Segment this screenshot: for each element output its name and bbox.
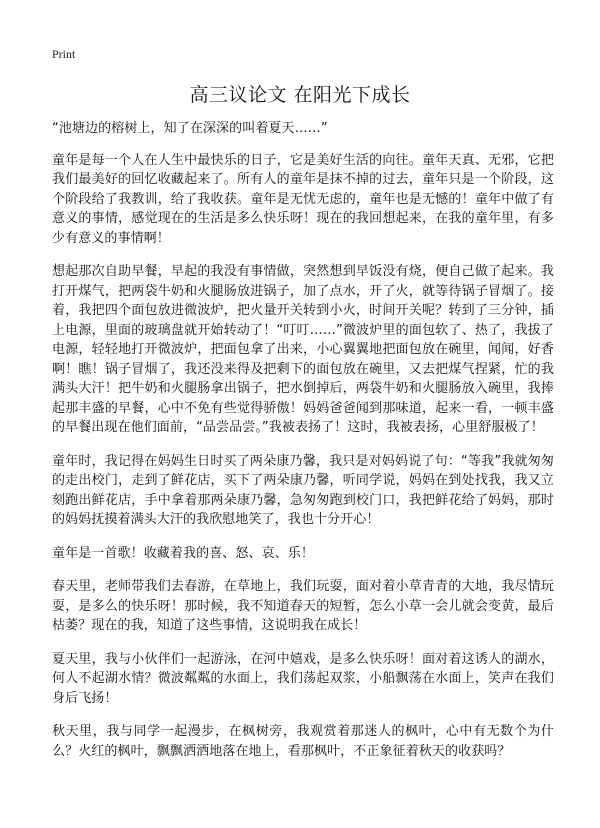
page-title: 高三议论文 在阳光下成长 xyxy=(189,84,411,106)
paragraph: 夏天里，我与小伙伴们一起游泳，在河中嬉戏，是多么快乐呀！面对着这诱人的湖水，何人不起湖水情？微波粼粼的水面上，我们荡起双浆，小船飘荡在水面上，笑声在我们身后飞扬！ xyxy=(52,651,554,706)
paragraph: 春天里，老师带我们去春游，在草地上，我们玩耍，面对着小草青青的大地，我尽情玩耍，是多么的快乐呀！那时候，我不知道春天的短暂，怎么小草一会儿就会变黄，最后枯萎？现在的我，知道了这些事情，这说明我在成长！ xyxy=(52,579,554,633)
paragraph: 童年时，我记得在妈妈生日时买了两朵康乃馨，我只是对妈妈说了句：“等我”我就匆匆的走出校门，走到了鲜花店，买下了两朵康乃馨，听同学说，妈妈在到处找我，我又立刻跑出鲜花店，手中拿着那两朵康乃馨，急匆匆跑到校门口，我把鲜花给了妈妈，那时的妈妈抚摸着满头大汗的我欣慰地笑了，我也十分开心！ xyxy=(52,453,554,527)
paragraph: 童年是一首歌！收藏着我的喜、怒、哀、乐！ xyxy=(52,545,315,561)
paragraph-quote: “池塘边的榕树上，知了在深深的叫着夏天……” xyxy=(52,121,328,136)
article-body xyxy=(52,119,554,775)
paragraph: 秋天里，我与同学一起漫步，在枫树旁，我观赏着那迷人的枫叶，心中有无数个为什么？火红的枫叶，飘飘洒洒地落在地上，看那枫叶，不正象征着秋天的收获吗？ xyxy=(52,724,554,759)
paragraph: 想起那次自助早餐，早起的我没有事情做，突然想到早饭没有烧，便自己做了起来。我打开煤气，把两袋牛奶和火腿肠放进锅子，加了点水，开了火，就等待锅子冒烟了。接着，我把四个面包放进微波炉，把火量开关转到小火，时间开关呢？转到了三分钟，插上电源，里面的玻璃盘就开始转动了！“叮叮……”微波炉里的面包软了、热了，我拔了电源，轻轻地打开微波炉，把面包拿了出来，小心翼翼地把面包放在碗里，闻闻，好香啊！瞧！锅子冒烟了，我还没来得及把剩下的面包放在碗里，又去把煤气捏紧，忙的我满头大汗！把牛奶和火腿肠拿出锅子，把水倒掉后，两袋牛奶和火腿肠放入碗里，我捧起那丰盛的早餐，心中不免有些觉得骄傲！妈妈爸爸闻到那味道，起来一看，一顿丰盛的早餐出现在他们面前，“品尝品尝。”我被表扬了！这时，我被表扬，心里舒服极了！ xyxy=(52,264,554,435)
print-link[interactable]: Print xyxy=(52,47,76,61)
paragraph: 童年是每一个人在人生中最快乐的日子，它是美好生活的向往。童年天真、无邪，它把我们最美好的回忆收藏起来了。所有人的童年是抹不掉的过去，童年只是一个阶段，这个阶段给了我教训，给了我收获。童年是无忧无虑的，童年也是无憾的！童年中做了有意义的事情，感觉现在的生活是多么快乐呀！现在的我回想起来，在我的童年里，有多少有意义的事情啊！ xyxy=(52,152,554,246)
